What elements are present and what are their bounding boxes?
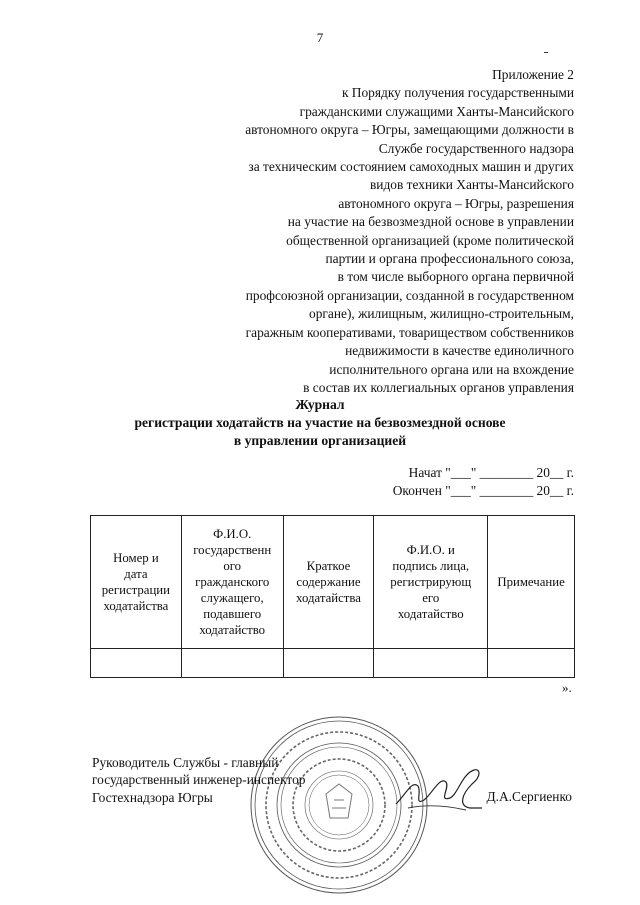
date-started: Начат "___" ________ 20__ г.: [408, 465, 574, 480]
column-header-line: Ф.И.О.: [213, 527, 252, 541]
appendix-line: гражданскими служащими Ханты-Мансийского: [299, 103, 574, 119]
table-cell: [91, 649, 182, 678]
signer-position-line: Руководитель Службы - главный: [92, 755, 279, 770]
signer-position-line: государственный инженер-инспектор: [92, 772, 306, 788]
header-dash-mark: [544, 52, 548, 53]
column-header-line: Краткое: [306, 559, 351, 573]
journal-title-line: Журнал: [295, 397, 345, 412]
appendix-line: Службе государственного надзора: [378, 140, 574, 156]
appendix-line: в том числе выборного органа первичной: [337, 269, 574, 285]
column-header-line: ого: [223, 559, 242, 573]
appendix-block: [154, 66, 574, 397]
appendix-line: автономного округа – Югры, разрешения: [338, 195, 574, 211]
column-header-line: регистрации: [101, 583, 171, 597]
appendix-line: исполнительного органа или на вхождение: [329, 361, 574, 377]
journal-table: [90, 515, 575, 678]
column-header-line: содержание: [296, 575, 361, 589]
appendix-line: видов техники Ханты-Мансийского: [369, 177, 574, 193]
date-finished: Окончен "___" ________ 20__ г.: [392, 483, 574, 498]
appendix-line: к Порядку получения государственными: [341, 85, 574, 101]
column-header: [283, 516, 374, 649]
appendix-line: за техническим состоянием самоходных машин и других: [248, 159, 574, 175]
column-header-line: служащего,: [200, 591, 264, 605]
column-header-line: его: [422, 591, 440, 605]
table-header-row: [91, 516, 575, 649]
column-header-line: подпись лица,: [392, 559, 470, 573]
page-number: 7: [316, 30, 324, 45]
column-header-line: подавшего: [203, 607, 262, 621]
appendix-line: на участие на безвозмездной основе в управлении: [287, 214, 574, 230]
column-header-line: Номер и: [113, 551, 159, 565]
journal-title-line: регистрации ходатайств на участие на безвозмездной основе: [134, 415, 506, 430]
appendix-line: профсоюзной организации, созданной в государственном: [245, 287, 574, 303]
appendix-line: Приложение 2: [492, 67, 574, 82]
appendix-line: автономного округа – Югры, замещающими должности в: [245, 122, 574, 138]
column-header-line: Примечание: [497, 575, 565, 589]
appendix-line: недвижимости в качестве единоличного: [345, 343, 574, 359]
table-cell: [374, 649, 488, 678]
column-header-line: регистрирующ: [390, 575, 472, 589]
closing-quote: ».: [562, 680, 572, 695]
table-cell: [488, 649, 575, 678]
column-header-line: ходатайство: [397, 607, 464, 621]
table-row: [91, 649, 575, 678]
column-header-line: ходатайство: [199, 623, 266, 637]
journal-title: [0, 396, 640, 450]
column-header-line: дата: [124, 567, 148, 581]
signer-name: Д.А.Сергиенко: [486, 789, 572, 804]
appendix-line: общественной организацией (кроме политической: [286, 232, 574, 248]
column-header: [374, 516, 488, 649]
table-body: [91, 649, 575, 678]
journal-dates: [393, 464, 574, 500]
column-header-line: гражданского: [195, 575, 270, 589]
table-cell: [283, 649, 374, 678]
appendix-line: партии и органа профессионального союза,: [325, 251, 574, 267]
column-header-line: государственн: [193, 543, 272, 557]
appendix-line: в состав их коллегиальных органов управления: [303, 379, 574, 395]
column-header-line: ходатайства: [296, 591, 361, 605]
column-header: [181, 516, 283, 649]
column-header-line: ходатайства: [103, 599, 169, 613]
signer-position: [92, 754, 305, 806]
appendix-line: органе), жилищным, жилищно-строительным,: [309, 306, 574, 322]
column-header: [91, 516, 182, 649]
journal-title-line: в управлении организацией: [233, 433, 407, 448]
table-cell: [181, 649, 283, 678]
signer-position-line: Гостехнадзора Югры: [92, 789, 213, 805]
handwritten-signature: [388, 766, 488, 812]
column-header: [488, 516, 575, 649]
column-header-line: Ф.И.О. и: [406, 543, 455, 557]
appendix-line: гаражным кооперативами, товариществом собственников: [245, 324, 574, 340]
